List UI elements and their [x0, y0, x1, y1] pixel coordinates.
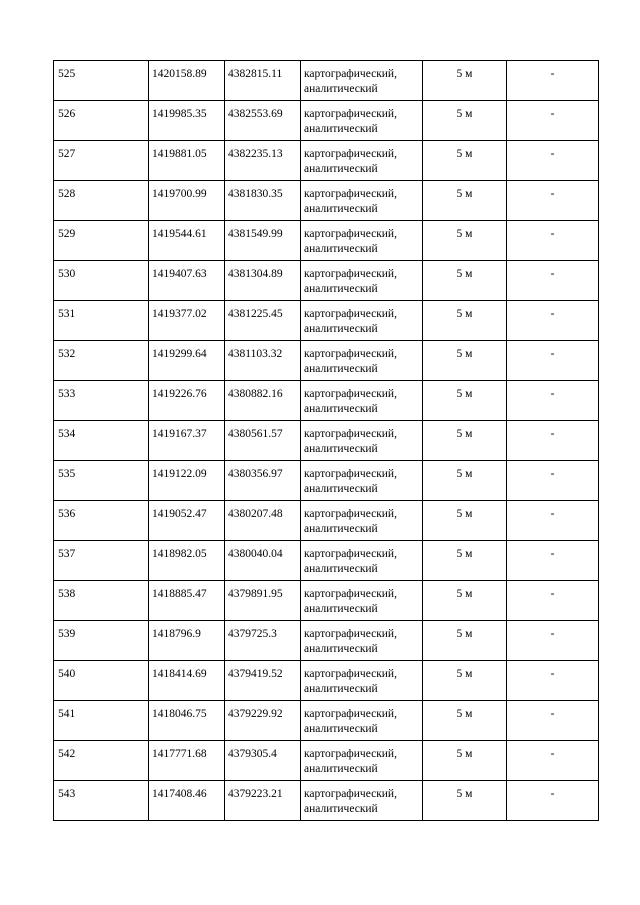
accuracy-cell: 5 м: [423, 421, 507, 461]
method-line-2: аналитический: [304, 283, 378, 295]
x-coordinate-cell: 1417408.46: [149, 781, 225, 821]
x-coordinate-cell: 1418885.47: [149, 581, 225, 621]
table-row: [54, 741, 599, 781]
point-number-cell: 533: [54, 381, 149, 421]
method-line-2: аналитический: [304, 243, 378, 255]
accuracy-cell: 5 м: [423, 621, 507, 661]
table-row: [54, 141, 599, 181]
accuracy-cell: 5 м: [423, 381, 507, 421]
method-line-1: картографический,: [304, 388, 397, 400]
note-cell: -: [507, 621, 599, 661]
table-row: [54, 661, 599, 701]
table-row: [54, 61, 599, 101]
note-cell: -: [507, 661, 599, 701]
note-cell: -: [507, 101, 599, 141]
x-coordinate-cell: 1419052.47: [149, 501, 225, 541]
table-row: [54, 541, 599, 581]
method-cell: [301, 621, 423, 661]
accuracy-cell: 5 м: [423, 541, 507, 581]
table-row: [54, 341, 599, 381]
table-row: [54, 581, 599, 621]
y-coordinate-cell: 4380207.48: [225, 501, 301, 541]
point-number-cell: 525: [54, 61, 149, 101]
method-cell: [301, 301, 423, 341]
method-line-1: картографический,: [304, 268, 397, 280]
coordinates-table: [53, 60, 599, 821]
point-number-cell: 537: [54, 541, 149, 581]
method-cell: [301, 141, 423, 181]
y-coordinate-cell: 4381549.99: [225, 221, 301, 261]
y-coordinate-cell: 4381103.32: [225, 341, 301, 381]
method-line-1: картографический,: [304, 468, 397, 480]
method-line-1: картографический,: [304, 428, 397, 440]
point-number-cell: 529: [54, 221, 149, 261]
method-cell: [301, 541, 423, 581]
note-cell: -: [507, 181, 599, 221]
method-cell: [301, 501, 423, 541]
method-line-1: картографический,: [304, 68, 397, 80]
point-number-cell: 527: [54, 141, 149, 181]
y-coordinate-cell: 4380561.57: [225, 421, 301, 461]
accuracy-cell: 5 м: [423, 501, 507, 541]
accuracy-cell: 5 м: [423, 581, 507, 621]
x-coordinate-cell: 1419226.76: [149, 381, 225, 421]
y-coordinate-cell: 4379223.21: [225, 781, 301, 821]
y-coordinate-cell: 4380040.04: [225, 541, 301, 581]
method-line-2: аналитический: [304, 203, 378, 215]
accuracy-cell: 5 м: [423, 341, 507, 381]
y-coordinate-cell: 4379305.4: [225, 741, 301, 781]
method-line-1: картографический,: [304, 348, 397, 360]
table-row: [54, 301, 599, 341]
method-cell: [301, 61, 423, 101]
table-row: [54, 781, 599, 821]
method-line-2: аналитический: [304, 443, 378, 455]
x-coordinate-cell: 1418796.9: [149, 621, 225, 661]
x-coordinate-cell: 1419299.64: [149, 341, 225, 381]
method-line-2: аналитический: [304, 563, 378, 575]
point-number-cell: 543: [54, 781, 149, 821]
method-line-2: аналитический: [304, 723, 378, 735]
method-line-2: аналитический: [304, 763, 378, 775]
table-row: [54, 501, 599, 541]
note-cell: -: [507, 581, 599, 621]
note-cell: -: [507, 701, 599, 741]
point-number-cell: 542: [54, 741, 149, 781]
point-number-cell: 528: [54, 181, 149, 221]
note-cell: -: [507, 341, 599, 381]
method-line-1: картографический,: [304, 628, 397, 640]
method-line-1: картографический,: [304, 228, 397, 240]
x-coordinate-cell: 1420158.89: [149, 61, 225, 101]
note-cell: -: [507, 381, 599, 421]
x-coordinate-cell: 1418414.69: [149, 661, 225, 701]
y-coordinate-cell: 4382235.13: [225, 141, 301, 181]
y-coordinate-cell: 4382553.69: [225, 101, 301, 141]
y-coordinate-cell: 4379725.3: [225, 621, 301, 661]
note-cell: -: [507, 461, 599, 501]
method-line-1: картографический,: [304, 308, 397, 320]
note-cell: -: [507, 301, 599, 341]
x-coordinate-cell: 1419985.35: [149, 101, 225, 141]
point-number-cell: 535: [54, 461, 149, 501]
table-row: [54, 701, 599, 741]
table-row: [54, 261, 599, 301]
method-cell: [301, 461, 423, 501]
method-cell: [301, 701, 423, 741]
x-coordinate-cell: 1419544.61: [149, 221, 225, 261]
point-number-cell: 526: [54, 101, 149, 141]
method-line-2: аналитический: [304, 163, 378, 175]
method-line-1: картографический,: [304, 588, 397, 600]
accuracy-cell: 5 м: [423, 741, 507, 781]
x-coordinate-cell: 1418046.75: [149, 701, 225, 741]
method-line-2: аналитический: [304, 363, 378, 375]
method-cell: [301, 181, 423, 221]
method-line-2: аналитический: [304, 323, 378, 335]
method-cell: [301, 381, 423, 421]
note-cell: -: [507, 261, 599, 301]
method-line-1: картографический,: [304, 668, 397, 680]
table-row: [54, 181, 599, 221]
note-cell: -: [507, 781, 599, 821]
accuracy-cell: 5 м: [423, 661, 507, 701]
note-cell: -: [507, 141, 599, 181]
note-cell: -: [507, 741, 599, 781]
note-cell: -: [507, 541, 599, 581]
method-line-2: аналитический: [304, 83, 378, 95]
method-line-1: картографический,: [304, 188, 397, 200]
accuracy-cell: 5 м: [423, 781, 507, 821]
x-coordinate-cell: 1419377.02: [149, 301, 225, 341]
table-row: [54, 621, 599, 661]
note-cell: -: [507, 501, 599, 541]
x-coordinate-cell: 1419881.05: [149, 141, 225, 181]
note-cell: -: [507, 221, 599, 261]
y-coordinate-cell: 4380882.16: [225, 381, 301, 421]
y-coordinate-cell: 4381225.45: [225, 301, 301, 341]
accuracy-cell: 5 м: [423, 221, 507, 261]
accuracy-cell: 5 м: [423, 181, 507, 221]
method-line-1: картографический,: [304, 108, 397, 120]
method-cell: [301, 341, 423, 381]
method-cell: [301, 221, 423, 261]
method-cell: [301, 741, 423, 781]
table-row: [54, 421, 599, 461]
method-cell: [301, 421, 423, 461]
accuracy-cell: 5 м: [423, 61, 507, 101]
method-line-2: аналитический: [304, 683, 378, 695]
x-coordinate-cell: 1419407.63: [149, 261, 225, 301]
x-coordinate-cell: 1417771.68: [149, 741, 225, 781]
method-cell: [301, 581, 423, 621]
method-cell: [301, 101, 423, 141]
x-coordinate-cell: 1419700.99: [149, 181, 225, 221]
note-cell: -: [507, 421, 599, 461]
point-number-cell: 531: [54, 301, 149, 341]
method-cell: [301, 781, 423, 821]
y-coordinate-cell: 4381830.35: [225, 181, 301, 221]
y-coordinate-cell: 4382815.11: [225, 61, 301, 101]
table-row: [54, 101, 599, 141]
x-coordinate-cell: 1418982.05: [149, 541, 225, 581]
x-coordinate-cell: 1419122.09: [149, 461, 225, 501]
point-number-cell: 530: [54, 261, 149, 301]
point-number-cell: 538: [54, 581, 149, 621]
y-coordinate-cell: 4380356.97: [225, 461, 301, 501]
method-line-2: аналитический: [304, 603, 378, 615]
table-row: [54, 221, 599, 261]
method-line-2: аналитический: [304, 643, 378, 655]
accuracy-cell: 5 м: [423, 701, 507, 741]
accuracy-cell: 5 м: [423, 461, 507, 501]
y-coordinate-cell: 4379229.92: [225, 701, 301, 741]
method-cell: [301, 261, 423, 301]
point-number-cell: 541: [54, 701, 149, 741]
coordinates-table-body: [54, 61, 599, 821]
point-number-cell: 536: [54, 501, 149, 541]
method-line-2: аналитический: [304, 483, 378, 495]
point-number-cell: 540: [54, 661, 149, 701]
table-row: [54, 381, 599, 421]
x-coordinate-cell: 1419167.37: [149, 421, 225, 461]
method-line-1: картографический,: [304, 148, 397, 160]
accuracy-cell: 5 м: [423, 261, 507, 301]
note-cell: -: [507, 61, 599, 101]
method-line-1: картографический,: [304, 548, 397, 560]
accuracy-cell: 5 м: [423, 301, 507, 341]
point-number-cell: 532: [54, 341, 149, 381]
method-line-1: картографический,: [304, 708, 397, 720]
y-coordinate-cell: 4379419.52: [225, 661, 301, 701]
accuracy-cell: 5 м: [423, 101, 507, 141]
accuracy-cell: 5 м: [423, 141, 507, 181]
method-line-2: аналитический: [304, 523, 378, 535]
method-cell: [301, 661, 423, 701]
method-line-1: картографический,: [304, 748, 397, 760]
point-number-cell: 534: [54, 421, 149, 461]
method-line-2: аналитический: [304, 123, 378, 135]
y-coordinate-cell: 4379891.95: [225, 581, 301, 621]
table-row: [54, 461, 599, 501]
method-line-2: аналитический: [304, 403, 378, 415]
method-line-2: аналитический: [304, 803, 378, 815]
y-coordinate-cell: 4381304.89: [225, 261, 301, 301]
method-line-1: картографический,: [304, 508, 397, 520]
point-number-cell: 539: [54, 621, 149, 661]
method-line-1: картографический,: [304, 788, 397, 800]
